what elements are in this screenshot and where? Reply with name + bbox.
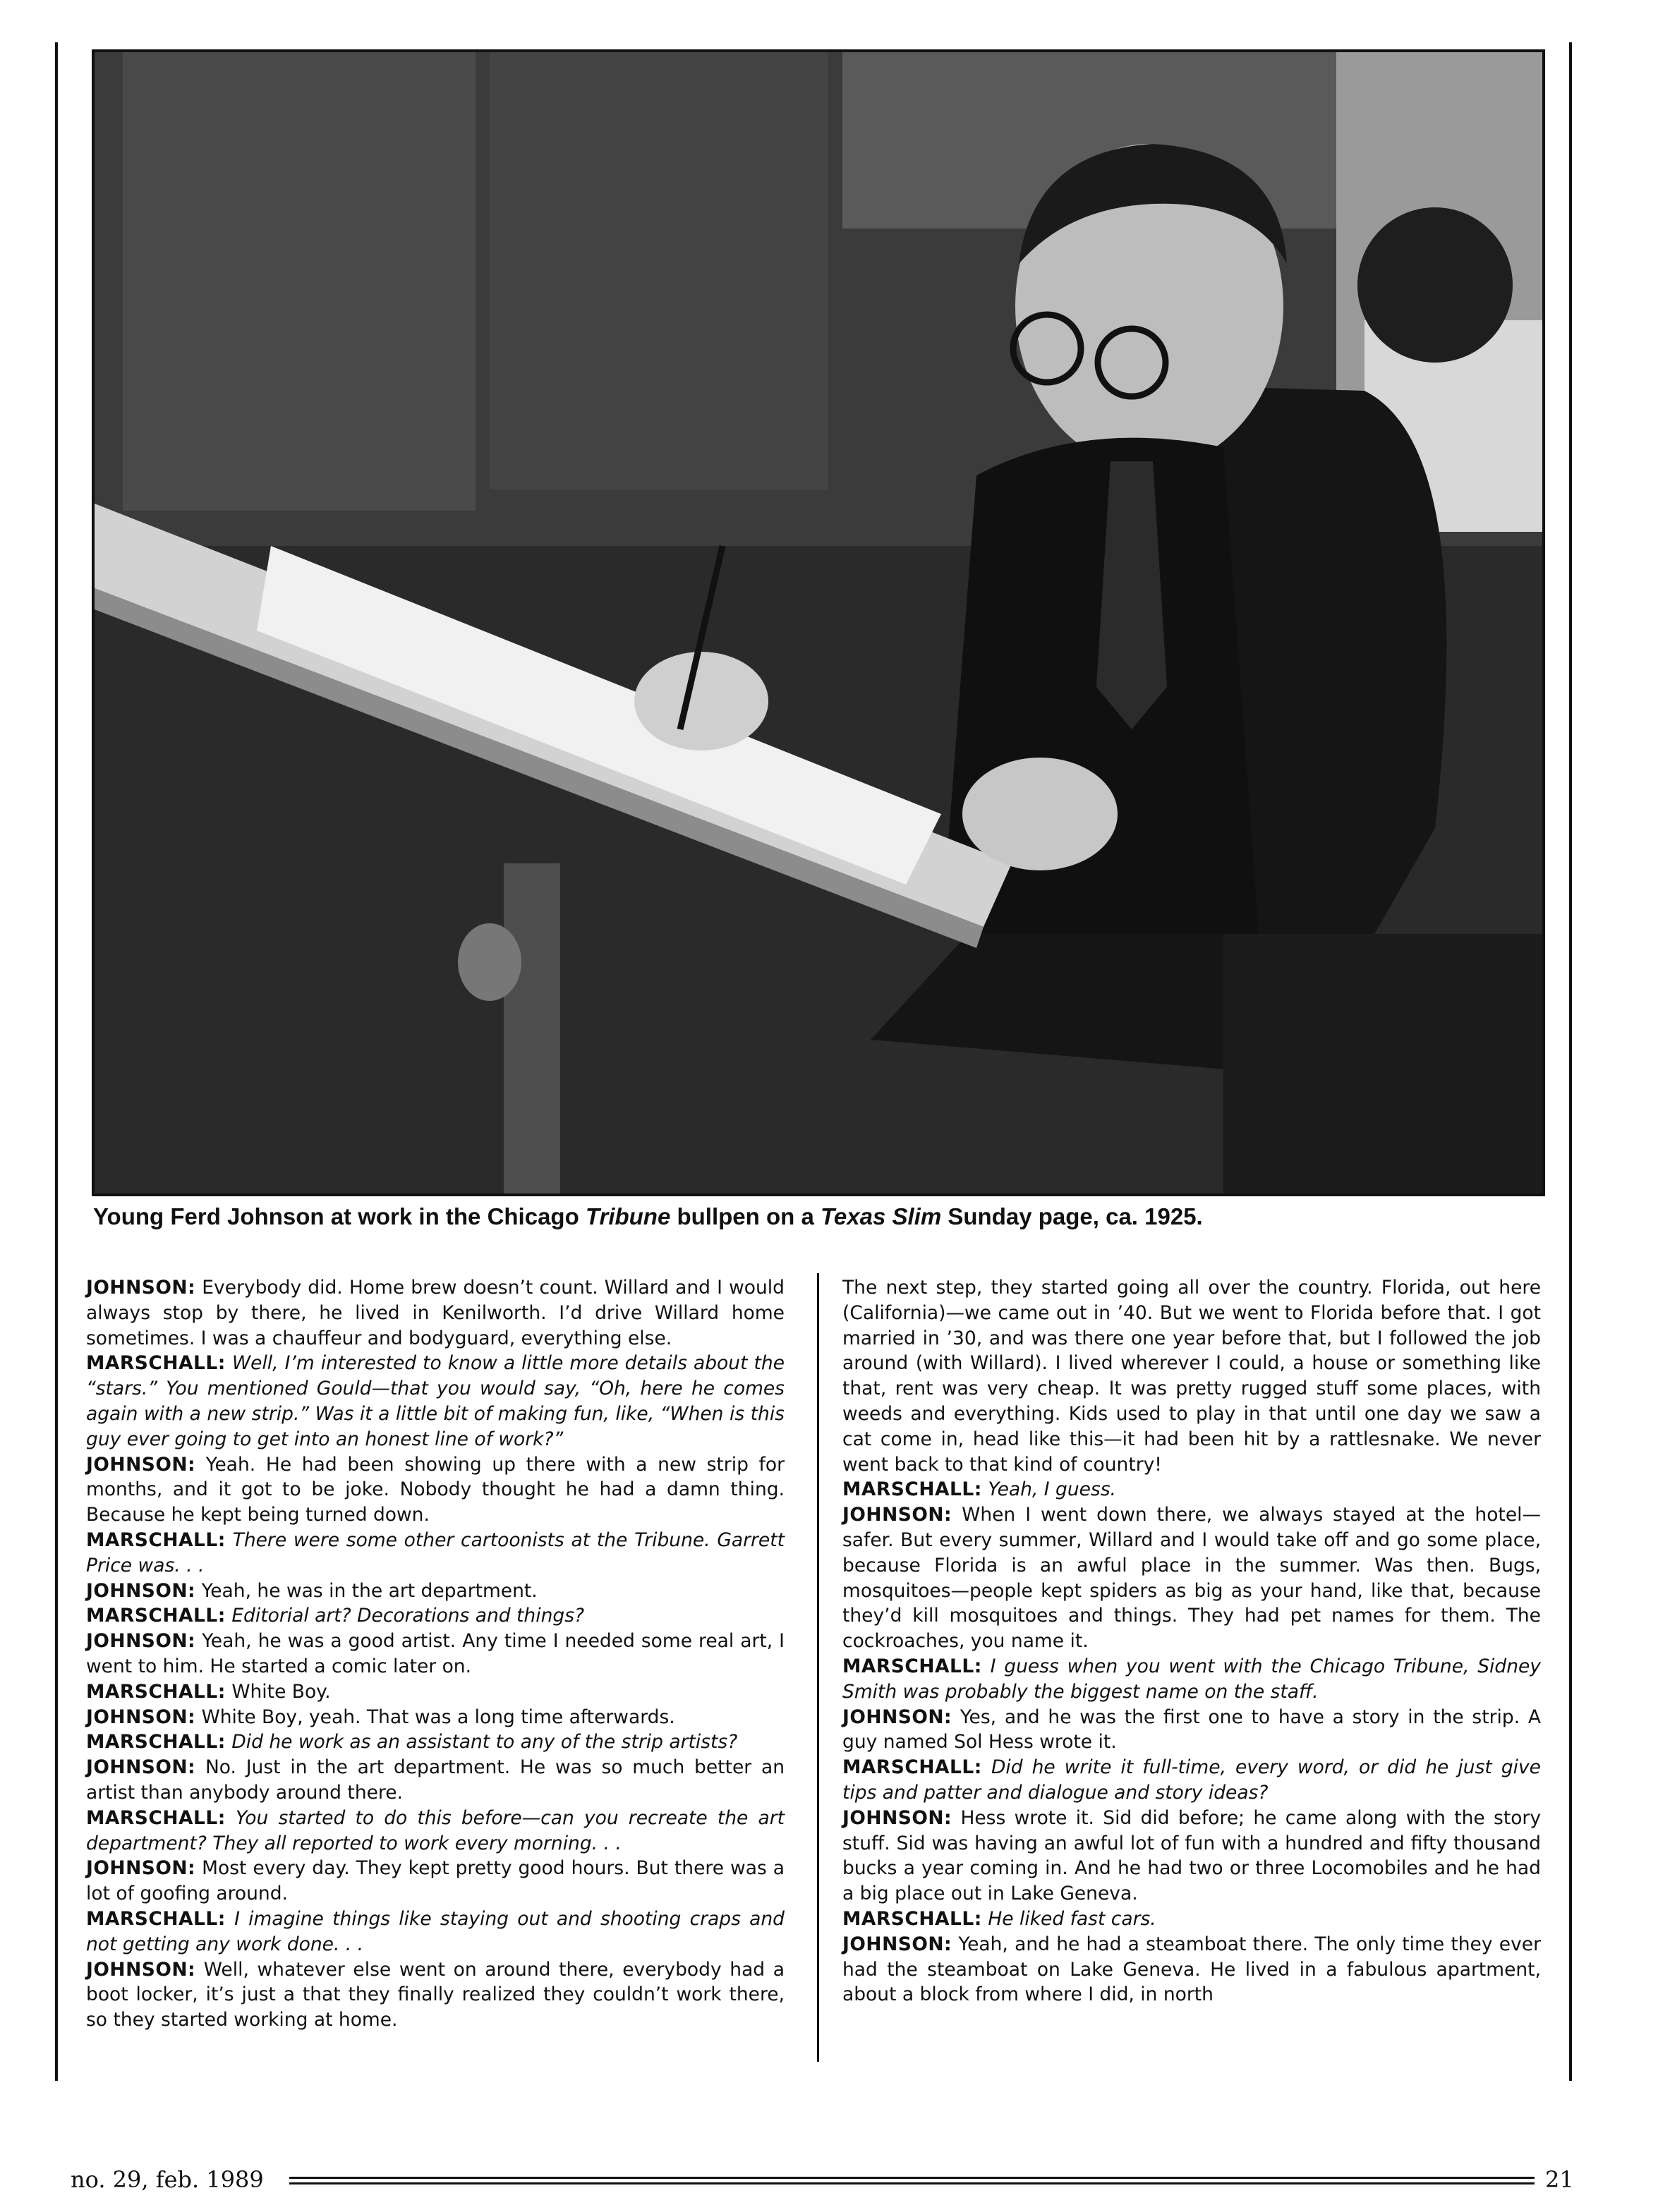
interview-paragraph bbox=[842, 1755, 1541, 1806]
interview-paragraph bbox=[842, 1654, 1541, 1705]
paragraph-text: Yes, and he was the first one to have a story in the strip. A guy named Sol Hess wrote it. bbox=[842, 1706, 1541, 1754]
speaker-label: JOHNSON: bbox=[842, 1504, 952, 1526]
interview-paragraph bbox=[842, 1502, 1541, 1654]
paragraph-text: He liked fast cars. bbox=[981, 1907, 1156, 1930]
paragraph-text: Did he work as an assistant to any of the strip artists? bbox=[225, 1731, 738, 1754]
paragraph-text: Editorial art? Decorations and things? bbox=[225, 1605, 585, 1627]
caption-text-after: Sunday page, ca. 1925. bbox=[941, 1203, 1203, 1229]
interview-paragraph bbox=[842, 1932, 1541, 2007]
interview-paragraph bbox=[86, 1907, 785, 1957]
speaker-label: MARSCHALL: bbox=[86, 1605, 226, 1627]
speaker-label: JOHNSON: bbox=[86, 1277, 196, 1299]
interview-paragraph bbox=[86, 1603, 785, 1629]
speaker-label: JOHNSON: bbox=[86, 1630, 196, 1653]
interview-paragraph bbox=[86, 1755, 785, 1806]
issue-label: no. 29, feb. 1989 bbox=[71, 2166, 264, 2193]
paragraph-text: Yeah. He had been showing up there with a new strip for months, and it got to be joke. Nobody thought he had a damn thing. Because he kept being turned down. bbox=[86, 1453, 785, 1526]
interview-paragraph bbox=[86, 1957, 785, 2033]
page-frame-left bbox=[55, 42, 58, 2081]
speaker-label: JOHNSON: bbox=[86, 1453, 196, 1476]
paragraph-text: The next step, they started going all over the country. Florida, out here (California)—we came out in ’40. But we went to Florida before that. I got married in ’30, and was there one year before that, but I followed the job around (with Willard). I lived wherever I could, a house or something like that, rent was very cheap. It was pretty rugged stuff some places, with weeds and everything. Kids used to play in that until one day we saw a cat come in, head like this—it had been hit by a rattlesnake. We never went back to that kind of country! bbox=[842, 1277, 1541, 1476]
photo-illustration bbox=[95, 52, 1542, 1193]
paragraph-text: When I went down there, we always stayed at the hotel—safer. But every summer, Willard and I would take off and go some place, because Florida is an awful place in the summer. Was then. Bugs, mosquitoes—people kept spiders as big as your hand, like that, because they’d kill mosquitoes and things. They had pet names for them. The cockroaches, you name it. bbox=[842, 1504, 1541, 1653]
page-frame-right bbox=[1569, 42, 1572, 2081]
interview-paragraph bbox=[842, 1275, 1541, 1477]
speaker-label: MARSCHALL: bbox=[86, 1680, 226, 1703]
interview-paragraph bbox=[86, 1452, 785, 1528]
paragraph-text: Did he write it full-time, every word, or did he just give tips and patter and dialogue and story ideas? bbox=[842, 1756, 1541, 1804]
speaker-label: MARSCHALL: bbox=[842, 1756, 982, 1779]
interview-paragraph bbox=[86, 1730, 785, 1755]
paragraph-text: Well, I’m interested to know a little more details about the “stars.” You mentioned Gould—that you would say, “Oh, here he comes again with a new strip.” Was it a little bit of making fun, like, “When is this guy ever going to get into an honest line of work?” bbox=[86, 1352, 785, 1450]
speaker-label: MARSCHALL: bbox=[842, 1478, 982, 1501]
interview-paragraph bbox=[86, 1579, 785, 1604]
footer-rule-top bbox=[289, 2177, 1535, 2179]
interview-paragraph bbox=[86, 1705, 785, 1730]
speaker-label: MARSCHALL: bbox=[86, 1907, 226, 1930]
photo-caption bbox=[93, 1199, 1539, 1234]
speaker-label: MARSCHALL: bbox=[842, 1655, 982, 1677]
page-number: 21 bbox=[1545, 2166, 1574, 2193]
caption-text-before: Young Ferd Johnson at work in the Chicago bbox=[93, 1203, 586, 1229]
photo bbox=[92, 49, 1545, 1196]
footer-rule-bottom bbox=[289, 2182, 1535, 2184]
paragraph-text: Yeah, he was in the art department. bbox=[195, 1579, 538, 1602]
paragraph-text: Everybody did. Home brew doesn’t count. Willard and I would always stop by there, he lived in Kenilworth. I’d drive Willard home sometimes. I was a chauffeur and bodyguard, everything else. bbox=[86, 1277, 785, 1349]
paragraph-text: No. Just in the art department. He was so much better an artist than anybody around there. bbox=[86, 1756, 785, 1804]
caption-text-middle: bullpen on a bbox=[670, 1203, 821, 1229]
paragraph-text: Yeah, he was a good artist. Any time I needed some real art, I went to him. He started a comic later on. bbox=[86, 1630, 785, 1677]
caption-strip-title: Texas Slim bbox=[821, 1203, 942, 1229]
paragraph-text: You started to do this before—can you recreate the art department? They all reported to work every morning. . . bbox=[86, 1806, 785, 1854]
speaker-label: JOHNSON: bbox=[842, 1806, 952, 1829]
speaker-label: JOHNSON: bbox=[86, 1706, 196, 1728]
interview-paragraph bbox=[86, 1806, 785, 1857]
speaker-label: MARSCHALL: bbox=[86, 1731, 226, 1754]
paragraph-text: Most every day. They kept pretty good hours. But there was a lot of goofing around. bbox=[86, 1857, 785, 1905]
interview-paragraph bbox=[842, 1907, 1541, 1932]
interview-paragraph bbox=[86, 1679, 785, 1705]
speaker-label: JOHNSON: bbox=[86, 1958, 196, 1981]
speaker-label: JOHNSON: bbox=[86, 1756, 196, 1779]
speaker-label: JOHNSON: bbox=[842, 1706, 952, 1728]
speaker-label: JOHNSON: bbox=[842, 1933, 952, 1955]
interview-paragraph bbox=[842, 1705, 1541, 1756]
paragraph-text: I guess when you went with the Chicago Tribune, Sidney Smith was probably the biggest name on the staff. bbox=[842, 1655, 1541, 1703]
paragraph-text: White Boy, yeah. That was a long time afterwards. bbox=[195, 1706, 675, 1728]
speaker-label: MARSCHALL: bbox=[86, 1806, 226, 1829]
interview-paragraph bbox=[86, 1856, 785, 1907]
paragraph-text: There were some other cartoonists at the Tribune. Garrett Price was. . . bbox=[86, 1529, 785, 1576]
interview-column-right bbox=[842, 1275, 1541, 2007]
paragraph-text: Hess wrote it. Sid did before; he came along with the story stuff. Sid was having an awful lot of fun with a hundred and fifty thousand bucks a year coming in. And he had two or three Locomobiles and he had a big place out in Lake Geneva. bbox=[842, 1806, 1541, 1905]
speaker-label: MARSCHALL: bbox=[86, 1529, 226, 1551]
speaker-label: JOHNSON: bbox=[86, 1579, 196, 1602]
speaker-label: MARSCHALL: bbox=[842, 1907, 982, 1930]
speaker-label: JOHNSON: bbox=[86, 1857, 196, 1880]
paragraph-text: I imagine things like staying out and shooting craps and not getting any work done. . . bbox=[86, 1907, 785, 1955]
column-divider bbox=[817, 1273, 819, 2062]
interview-column-left bbox=[86, 1275, 785, 2033]
interview-paragraph bbox=[86, 1351, 785, 1452]
interview-paragraph bbox=[86, 1275, 785, 1351]
paragraph-text: White Boy. bbox=[225, 1680, 331, 1703]
interview-paragraph bbox=[86, 1528, 785, 1579]
caption-publication-title: Tribune bbox=[585, 1203, 671, 1229]
speaker-label: MARSCHALL: bbox=[86, 1352, 226, 1375]
paragraph-text: Yeah, I guess. bbox=[981, 1478, 1116, 1501]
interview-paragraph bbox=[86, 1629, 785, 1679]
paragraph-text: Yeah, and he had a steamboat there. The only time they ever had the steamboat on Lake Geneva. He lived in a fabulous apartment, about a block from where I did, in north bbox=[842, 1933, 1541, 2006]
interview-paragraph bbox=[842, 1806, 1541, 1907]
interview-paragraph bbox=[842, 1477, 1541, 1502]
paragraph-text: Well, whatever else went on around there, everybody had a boot locker, it’s just a that they finally realized they couldn’t work there, so they started working at home. bbox=[86, 1958, 785, 2031]
